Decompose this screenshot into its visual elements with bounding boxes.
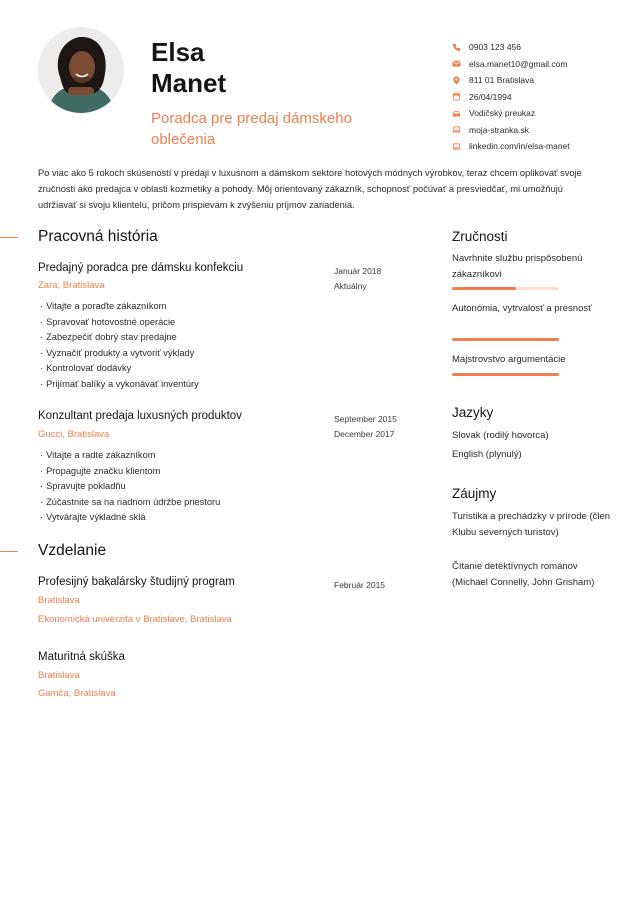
skill-3-bar-fill (452, 373, 559, 376)
linkedin-icon (452, 142, 461, 151)
location-icon (452, 76, 461, 85)
job-2-company: Gucci, Bratislava (38, 429, 110, 440)
section-divider-work (0, 237, 18, 238)
work-section-title: Pracovná história (38, 228, 158, 245)
list-item: · Vyznačiť produkty a vytvoriť výklady (40, 346, 199, 362)
job-2-title: Konzultant predaja luxusných produktov (38, 410, 242, 422)
list-item: · Zúčastnite sa na riadnom údržbe priestoru (40, 495, 220, 511)
contact-phone (452, 39, 632, 56)
profile-summary: Po viac ako 5 rokoch skúseností v predaji v luxusnom a dámskom sektore hotových módnych výrobkov, teraz chcem oplikovať svoje zručnosti ako predajca v oblasti kozmetiky a pohody. Môj orientovaný zákazník, schopnosť počúvať a presviedčať, mi umožňujú udržiavať si svoju klientelu, pričom prispievam k zvýšeniu príjmov zariadenia. (38, 168, 582, 210)
list-item: · Spravovať hotovostné operácie (40, 315, 199, 331)
skill-3-bar (452, 373, 559, 376)
profile-photo (38, 27, 124, 113)
language-2: English (plynulý) (452, 449, 522, 460)
skill-1-bar-fill (452, 287, 516, 290)
contact-license-text: Vodičský preukaz (469, 108, 536, 119)
skill-2-label: Autonómia, vytrvalosť a presnosť (452, 303, 592, 314)
section-divider-education (0, 551, 18, 552)
list-item: · Kontrolovať dodávky (40, 361, 199, 377)
skill-2-bar-fill (452, 338, 559, 341)
email-icon (452, 59, 461, 68)
edu-2-city: Bratislava (38, 670, 80, 681)
skill-3-label: Majstrovstvo argumentácie (452, 354, 566, 365)
list-item: · Vitajte a radte zákazníkom (40, 448, 220, 464)
job-1-title: Predajný poradca pre dámsku konfekciu (38, 262, 244, 274)
contact-birthdate (452, 89, 632, 106)
job-1-date-end: Aktuálny (334, 281, 367, 291)
job-2-date-end: December 2017 (334, 429, 395, 439)
job-1-date-start: Január 2018 (334, 266, 382, 276)
contact-license (452, 105, 632, 122)
edu-2-school: Gamča, Bratislava (38, 688, 116, 699)
laptop-icon (452, 125, 461, 134)
job-1-company: Zara, Bratislava (38, 280, 105, 291)
skill-2-bar (452, 338, 559, 341)
contact-email (452, 56, 632, 73)
contact-linkedin-text[interactable]: linkedin.com/in/elsa-manet (469, 141, 570, 152)
contact-birthdate-text: 26/04/1994 (469, 91, 512, 102)
calendar-icon (452, 92, 461, 101)
list-item: · Vitajte a poraďte zákazníkom (40, 299, 199, 315)
skill-1-bar (452, 287, 559, 290)
contact-location-text: 811 01 Bratislava (469, 75, 535, 86)
job-2-tasks (40, 448, 220, 526)
list-item: · Prijímať balíky a vykonávať inventúry (40, 377, 199, 393)
interest-1: Turistika a prechádzky v prírode (člen Klubu severných turistov) (452, 511, 611, 538)
interests-section-title: Záujmy (452, 486, 497, 501)
languages-section-title: Jazyky (452, 405, 494, 420)
phone-icon (452, 43, 461, 52)
list-item: · Zabezpečiť dobrý stav predajne (40, 330, 199, 346)
last-name: Manet (151, 68, 227, 98)
edu-1-date: Február 2015 (334, 580, 386, 590)
edu-1-city: Bratislava (38, 595, 80, 606)
edu-2-title: Maturitná skúška (38, 651, 125, 663)
job-1-dates (334, 264, 381, 294)
job-2-dates (334, 412, 397, 442)
contact-location (452, 72, 632, 89)
contact-website[interactable] (452, 122, 632, 139)
interest-2: Čítanie detektívnych románov (Michael Connelly, John Grisham) (452, 561, 595, 588)
candidate-name (151, 37, 226, 99)
language-1: Slovak (rodilý hovorca) (452, 430, 549, 441)
education-section-title: Vzdelanie (38, 542, 107, 559)
skills-section-title: Zručnosti (452, 229, 508, 244)
skill-1-label: Navrhnite službu prispôsobenú zákazníkovi (452, 253, 583, 280)
contact-linkedin[interactable] (452, 138, 632, 155)
list-item: · Propagujte značku klientom (40, 464, 220, 480)
first-name: Elsa (151, 37, 205, 67)
edu-1-school: Ekonomická univerzita v Bratislave, Bratislava (38, 614, 232, 625)
job-1-tasks (40, 299, 199, 392)
list-item: · Vytvárajte výkladné sklá (40, 510, 220, 526)
list-item: · Spravujte pokladňu (40, 479, 220, 495)
contact-list (452, 39, 632, 155)
edu-1-title: Profesijný bakalársky študijný program (38, 576, 235, 588)
contact-website-text[interactable]: moja-stranka.sk (469, 124, 529, 135)
contact-email-text: elsa.manet10@gmail.com (469, 58, 568, 69)
job-2-date-start: September 2015 (334, 414, 397, 424)
car-icon (452, 109, 461, 118)
contact-phone-text: 0903 123 456 (469, 42, 521, 53)
job-headline: Poradca pre predaj dámskeho oblečenia (151, 110, 352, 148)
